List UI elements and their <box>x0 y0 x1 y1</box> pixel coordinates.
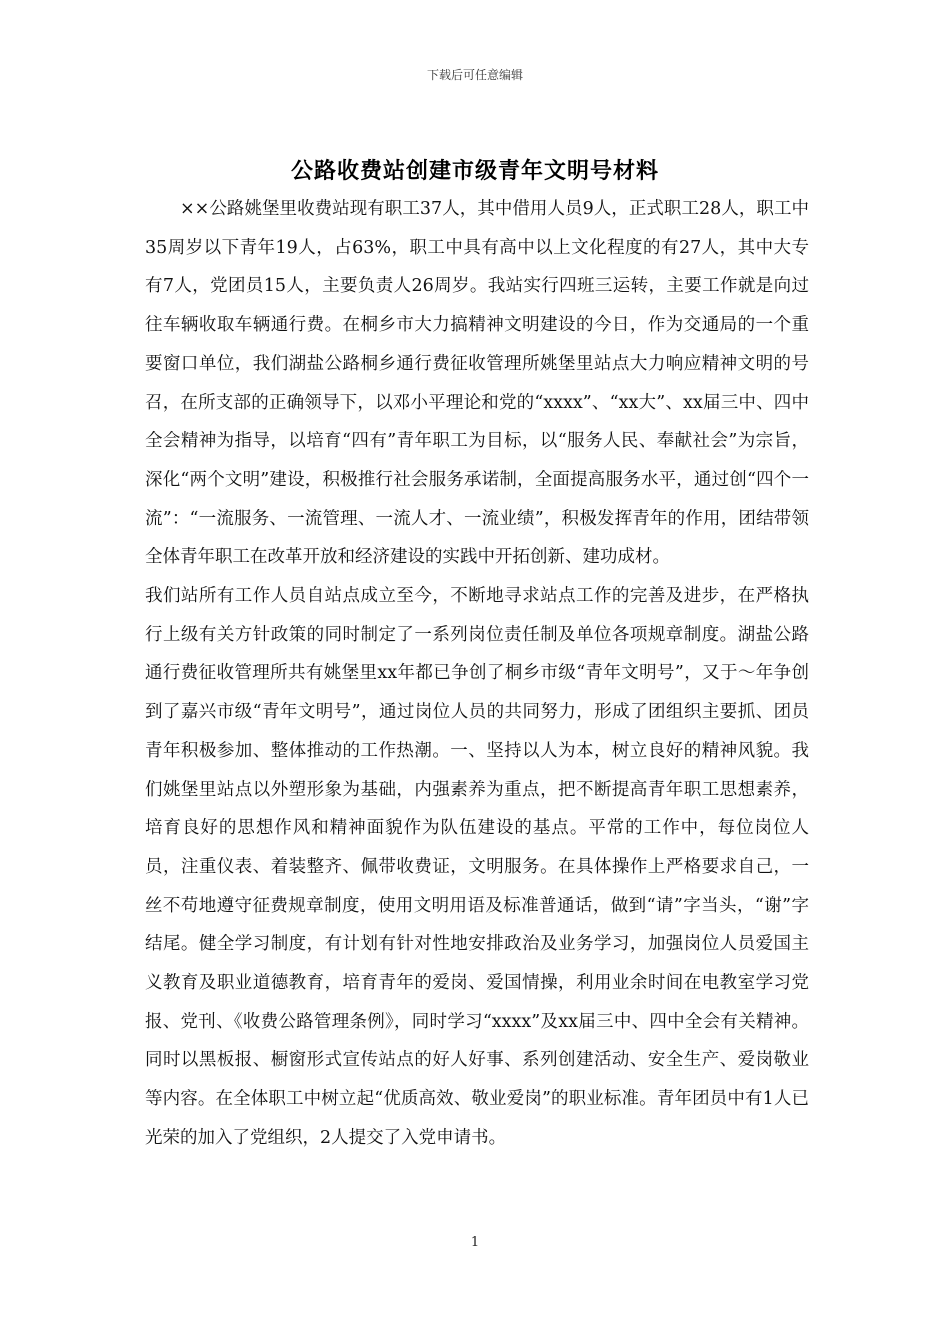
header-note: 下载后可任意编辑 <box>426 68 523 82</box>
document-body <box>145 190 809 1158</box>
page-number: 1 <box>470 1235 480 1250</box>
paragraph-2: 我们站所有工作人员自站点成立至今，不断地寻求站点工作的完善及进步，在严格执行上级有关方针政策的同时制定了一系列岗位责任制及单位各项规章制度。湖盐公路通行费征收管理所共有姚堡里xx年都已争创了桐乡市级“青年文明号”，又于～年争创到了嘉兴市级“青年文明号”，通过岗位人员的共同努力，形成了团组织主要抓、团员青年积极参加、整体推动的工作热潮。一、坚持以人为本，树立良好的精神风貌。我们姚堡里站点以外塑形象为基础，内强素养为重点，把不断提高青年职工思想素养，培育良好的思想作风和精神面貌作为队伍建设的基点。平常的工作中，每位岗位人员，注重仪表、着装整齐、佩带收费证，文明服务。在具体操作上严格要求自己，一丝不苟地遵守征费规章制度，使用文明用语及标准普通话，做到“请”字当头，“谢”字结尾。健全学习制度，有计划有针对性地安排政治及业务学习，加强岗位人员爱国主义教育及职业道德教育，培育青年的爱岗、爱国情操，利用业余时间在电教室学习党报、党刊、《收费公路管理条例》，同时学习“xxxx”及xx届三中、四中全会有关精神。同时以黑板报、橱窗形式宣传站点的好人好事、系列创建活动、安全生产、爱岗敬业等内容。在全体职工中树立起“优质高效、敬业爱岗”的职业标准。青年团员中有1人已光荣的加入了党组织，2人提交了入党申请书。 <box>145 586 809 1148</box>
paragraph-1: ××公路姚堡里收费站现有职工37人，其中借用人员9人，正式职工28人，职工中35周岁以下青年19人，占63%，职工中具有高中以上文化程度的有27人，其中大专有7人，党团员15人，主要负责人26周岁。我站实行四班三运转，主要工作就是向过往车辆收取车辆通行费。在桐乡市大力搞精神文明建设的今日，作为交通局的一个重要窗口单位，我们湖盐公路桐乡通行费征收管理所姚堡里站点大力响应精神文明的号召，在所支部的正确领导下，以邓小平理论和党的“xxxx”、“xx大”、xx届三中、四中全会精神为指导，以培育“四有”青年职工为目标，以“服务人民、奉献社会”为宗旨，深化“两个文明”建设，积极推行社会服务承诺制，全面提高服务水平，通过创“四个一流”：“一流服务、一流管理、一流人才、一流业绩”，积极发挥青年的作用，团结带领全体青年职工在改革开放和经济建设的实践中开拓创新、建功成材。 <box>145 199 809 568</box>
document-title: 公路收费站创建市级青年文明号材料 <box>290 159 659 184</box>
